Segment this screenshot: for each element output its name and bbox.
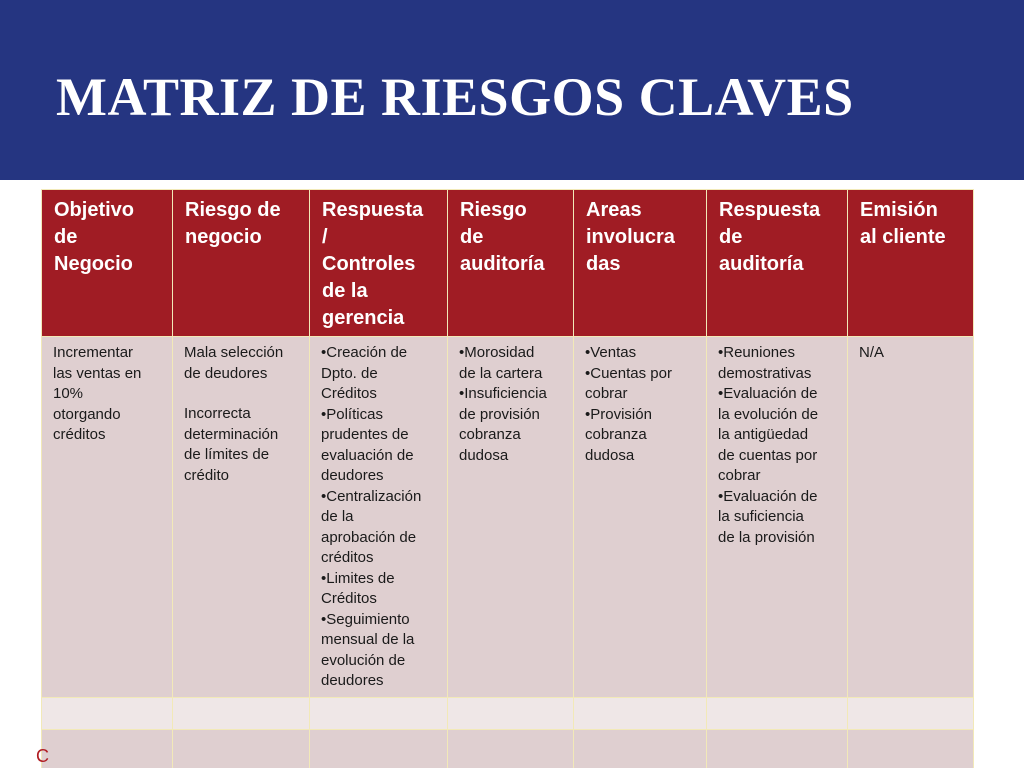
cell-line: Incrementar (53, 344, 134, 361)
empty-cell (848, 730, 974, 768)
cell-line: •Insuficiencia (459, 385, 547, 402)
riesgo-negocio-part1 (184, 343, 301, 384)
header-objetivo-negocio: Objetivo de Negocio (42, 190, 173, 337)
slide-title: MATRIZ DE RIESGOS CLAVES (56, 67, 854, 127)
empty-cell (173, 698, 310, 730)
cell-line: •Ventas (585, 344, 637, 361)
cell-line: Mala selección (184, 344, 284, 361)
cell-line: •Creación de (321, 344, 408, 361)
empty-cell (310, 698, 448, 730)
cell-line: cobrar (585, 385, 628, 402)
cell-line: •Evaluación de (718, 385, 818, 402)
table-row (42, 337, 974, 698)
cell-objetivo (42, 337, 173, 698)
empty-cell (707, 730, 848, 768)
risk-matrix-table (41, 189, 974, 768)
cell-line: crédito (184, 466, 230, 484)
cell-line: •Provisión (585, 405, 652, 423)
empty-row (42, 698, 974, 730)
cell-line: demostrativas (718, 364, 812, 382)
cell-line: cobranza (585, 426, 647, 443)
cell-line: créditos (321, 549, 374, 566)
cell-line: prudentes de (321, 426, 409, 443)
title-bar (0, 0, 1024, 180)
cell-line: las ventas en (53, 364, 142, 382)
cell-line: deudores (321, 467, 384, 484)
cell-line: cobrar (718, 467, 761, 484)
cell-line: determinación (184, 425, 279, 443)
cell-respuesta-controles (310, 337, 448, 698)
header-riesgo-negocio: Riesgo de negocio (173, 190, 310, 337)
cell-line: de la cartera (459, 364, 543, 382)
cell-line: •Cuentas por (585, 364, 672, 382)
cell-line: de deudores (184, 364, 268, 382)
header-respuesta-controles: Respuesta / Controles de la gerencia (310, 190, 448, 337)
cell-line: otorgando (53, 405, 121, 423)
empty-cell (448, 698, 574, 730)
cell-line: dudosa (585, 446, 635, 464)
cell-riesgo-auditoria (448, 337, 574, 698)
header-areas-involucradas: Areas involucra das (574, 190, 707, 337)
header-respuesta-auditoria: Respuesta de auditoría (707, 190, 848, 337)
cell-line: dudosa (459, 446, 509, 464)
header-emision-cliente: Emisión al cliente (848, 190, 974, 337)
cell-line: la suficiencia (718, 508, 804, 525)
cell-line: de la (321, 508, 354, 525)
cell-line: •Limites de (321, 569, 395, 587)
footer-logo-fragment: C (36, 746, 49, 766)
empty-cell (42, 698, 173, 730)
empty-cell (310, 730, 448, 768)
cell-line: Incorrecta (184, 405, 251, 422)
empty-cell (42, 730, 173, 768)
header-riesgo-auditoria: Riesgo de auditoría (448, 190, 574, 337)
cell-line: cobranza (459, 426, 521, 443)
cell-line: 10% (53, 385, 84, 402)
cell-line: la antigüedad (718, 426, 809, 443)
cell-respuesta-auditoria (707, 337, 848, 698)
cell-line: la evolución de (718, 405, 819, 423)
cell-line: •Reuniones (718, 344, 795, 361)
cell-areas (574, 337, 707, 698)
empty-row (42, 730, 974, 768)
cell-line: •Políticas (321, 405, 383, 423)
cell-line: •Morosidad (459, 344, 535, 361)
empty-cell (848, 698, 974, 730)
cell-line: de límites de (184, 446, 270, 463)
empty-cell (574, 730, 707, 768)
cell-line: Créditos (321, 385, 377, 402)
empty-cell (707, 698, 848, 730)
cell-line: •Evaluación de (718, 487, 818, 505)
cell-line: Créditos (321, 590, 377, 607)
cell-line: •Seguimiento (321, 610, 410, 628)
riesgo-negocio-part2 (184, 404, 301, 486)
cell-riesgo-negocio (173, 337, 310, 698)
cell-line: deudores (321, 672, 384, 689)
empty-cell (574, 698, 707, 730)
header-row (42, 190, 974, 337)
empty-cell (448, 730, 574, 768)
cell-line: de cuentas por (718, 446, 818, 464)
cell-line: de la provisión (718, 528, 815, 546)
cell-line: de provisión (459, 405, 540, 423)
cell-line: aprobación de (321, 528, 417, 546)
cell-emision (848, 337, 974, 698)
cell-line: evaluación de (321, 446, 414, 464)
cell-line: •Centralización (321, 487, 422, 505)
cell-line: Dpto. de (321, 364, 378, 382)
cell-line: N/A (859, 344, 885, 361)
cell-line: mensual de la (321, 631, 415, 648)
cell-line: créditos (53, 426, 106, 443)
empty-cell (173, 730, 310, 768)
cell-line: evolución de (321, 651, 406, 669)
